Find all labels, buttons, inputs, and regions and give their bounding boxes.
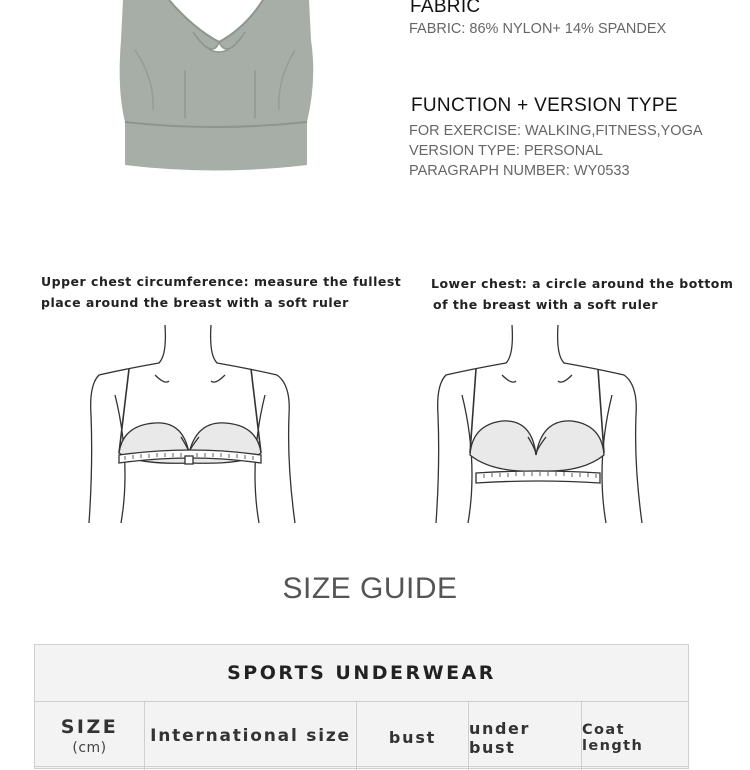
column-label: SIZE	[60, 715, 119, 738]
lower-chest-instruction	[431, 273, 733, 315]
column-under-bust	[469, 701, 582, 770]
upper-chest-figure	[85, 325, 305, 525]
instruction-line: place around the breast with a soft ruler	[41, 295, 349, 310]
size-table	[34, 644, 689, 769]
upper-chest-instruction	[41, 271, 401, 313]
fabric-line: FABRIC: 86% NYLON+ 14% SPANDEX	[409, 21, 667, 37]
column-label: bust	[388, 728, 437, 747]
instruction-line: of the breast with a soft ruler	[433, 297, 659, 312]
fabric-title: FABRIC	[410, 0, 481, 17]
column-size	[35, 701, 145, 770]
column-sublabel: (cm)	[72, 739, 107, 756]
instruction-line: Lower chest: a circle around the bottom	[431, 276, 734, 291]
column-international-size	[145, 701, 357, 770]
function-line: VERSION TYPE: PERSONAL	[409, 143, 603, 159]
column-bust	[357, 701, 469, 770]
size-guide-title: SIZE GUIDE	[282, 572, 458, 605]
function-title: FUNCTION + VERSION TYPE	[411, 95, 678, 116]
column-label: under bust	[469, 718, 530, 757]
function-line: FOR EXERCISE: WALKING,FITNESS,YOGA	[409, 123, 703, 139]
product-image	[95, 0, 335, 180]
table-header: SPORTS UNDERWEAR	[35, 645, 688, 702]
lower-chest-figure	[432, 325, 652, 525]
column-label: Coat length	[582, 721, 644, 754]
table-row-divider	[35, 766, 688, 767]
instruction-line: Upper chest circumference: measure the fullest	[41, 274, 402, 289]
column-coat-length	[582, 701, 690, 770]
column-label: International size	[150, 725, 351, 746]
function-line: PARAGRAPH NUMBER: WY0533	[409, 163, 630, 179]
